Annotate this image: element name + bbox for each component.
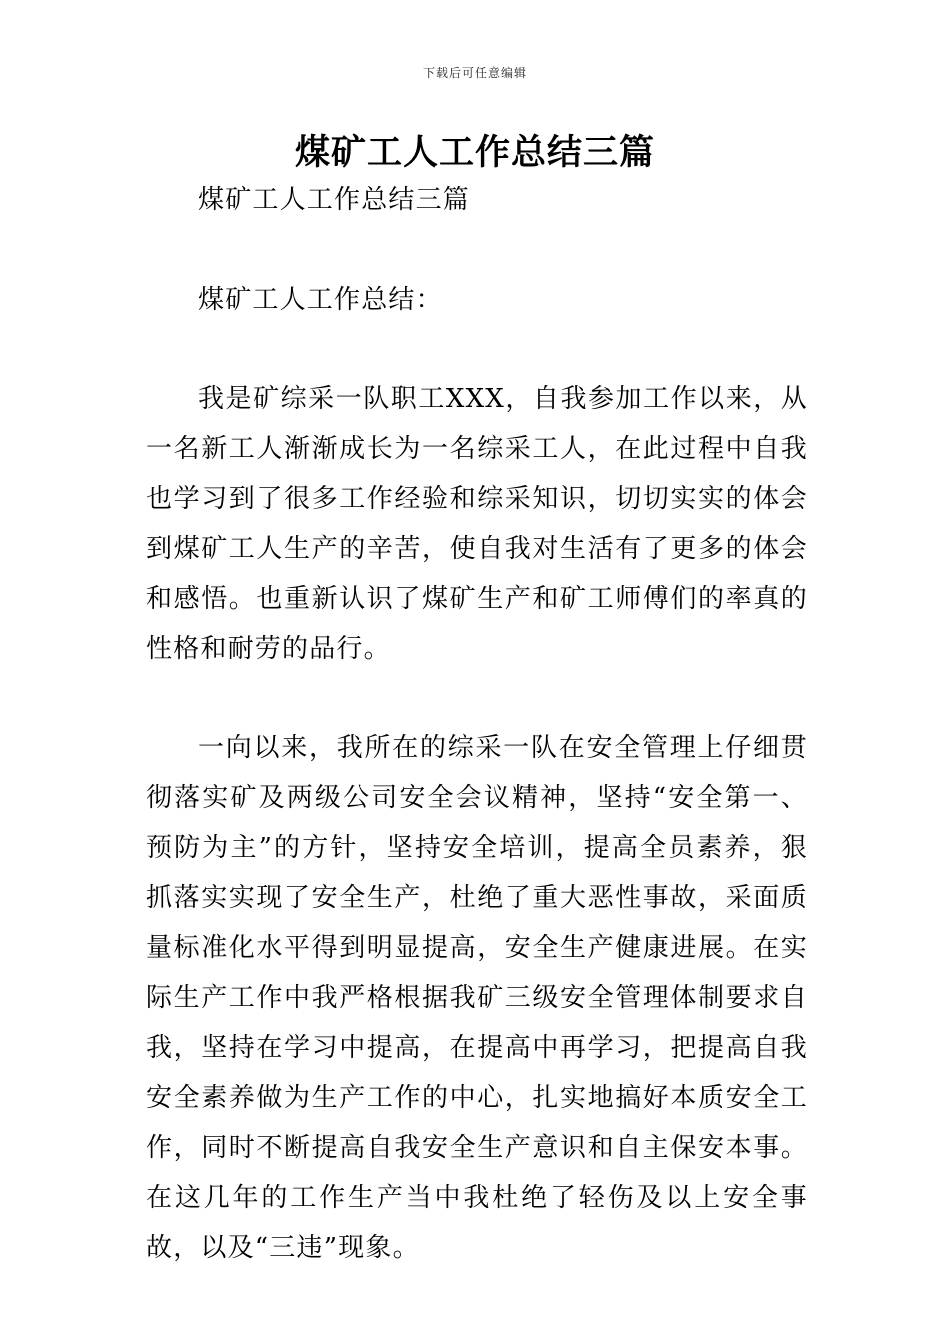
paragraph (146, 723, 808, 1273)
subtitle-text: 煤矿工人工作总结三篇 (198, 185, 471, 215)
document-subtitle (146, 175, 808, 225)
document-title: 煤矿工人工作总结三篇 (294, 133, 655, 173)
paragraph-text: 一向以来，我所在的综采一队在安全管理上仔细贯彻落实矿及两级公司安全会议精神，坚持“安全第一、预防为主”的方针，坚持安全培训，提高全员素养，狠抓落实实现了安全生产，杜绝了重大恶性事故，采面质量标准化水平得到明显提高，安全生产健康进展。在实际生产工作中我严格根据我矿三级安全管理体制要求自我，坚持在学习中提高，在提高中再学习，把提高自我安全素养做为生产工作的中心，扎实地搞好本质安全工作，同时不断提高自我安全生产意识和自主保安本事。在这几年的工作生产当中我杜绝了轻伤及以上安全事故，以及“三违”现象。 (146, 733, 808, 1263)
paragraph-text: 我是矿综采一队职工XXX，自我参加工作以来，从一名新工人渐渐成长为一名综采工人，在此过程中自我也学习到了很多工作经验和综采知识，切切实实的体会到煤矿工人生产的辛苦，使自我对生活有了更多的体会和感悟。也重新认识了煤矿生产和矿工师傅们的率真的性格和耐劳的品行。 (146, 384, 808, 664)
header-note: 下载后可任意编辑 (422, 66, 527, 80)
section-heading-text: 煤矿工人工作总结： (198, 285, 443, 315)
section-heading (146, 275, 808, 325)
paragraph (146, 374, 808, 674)
